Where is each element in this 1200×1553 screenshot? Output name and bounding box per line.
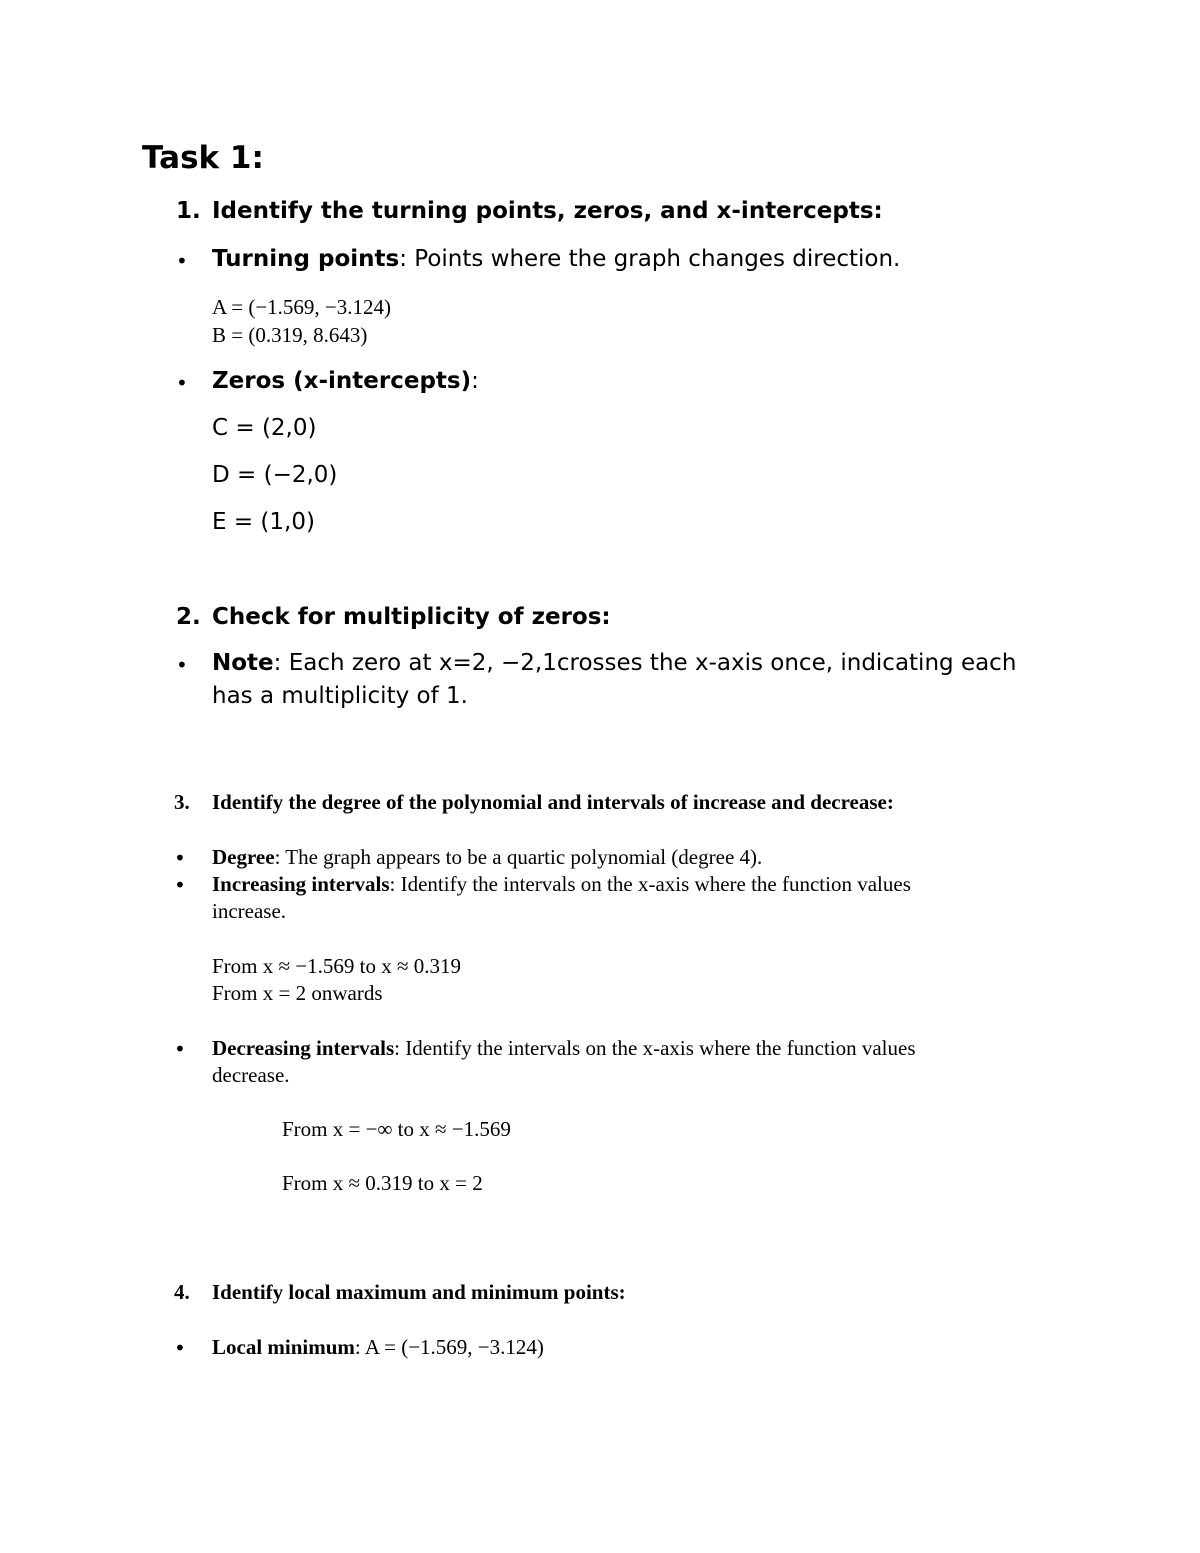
turning-points-label: Turning points [212, 246, 400, 272]
section-4-number: 4. [174, 1280, 190, 1304]
decreasing-range-2: From x ≈ 0.319 to x = 2 [282, 1171, 483, 1195]
decreasing-item [212, 1036, 916, 1061]
section-2-heading: Check for multiplicity of zeros: [212, 604, 611, 630]
zeros-text: : [471, 368, 479, 394]
increasing-label: Increasing intervals [212, 872, 390, 896]
note-label: Note [212, 650, 274, 676]
bullet-icon: • [174, 873, 186, 897]
bullet-icon: • [174, 1037, 186, 1061]
decreasing-range-1: From x = −∞ to x ≈ −1.569 [282, 1117, 511, 1141]
degree-item [212, 845, 762, 870]
point-d: D = (−2,0) [212, 462, 338, 488]
section-1-heading: Identify the turning points, zeros, and x-intercepts: [212, 198, 883, 224]
bullet-icon: • [176, 653, 188, 677]
decreasing-text-line2: decrease. [212, 1063, 290, 1087]
zeros-item [212, 368, 479, 394]
point-a: A = (−1.569, −3.124) [212, 295, 392, 319]
increasing-text-line2: increase. [212, 899, 287, 923]
degree-label: Degree [212, 845, 275, 869]
local-minimum-label: Local minimum [212, 1335, 355, 1359]
local-minimum-item [212, 1335, 544, 1360]
point-b: B = (0.319, 8.643) [212, 323, 368, 347]
section-4-heading: Identify local maximum and minimum points: [212, 1280, 626, 1304]
section-3-number: 3. [174, 790, 190, 814]
zeros-label: Zeros (x-intercepts) [212, 368, 472, 394]
bullet-icon: • [174, 846, 186, 870]
increasing-range-2: From x = 2 onwards [212, 981, 383, 1005]
increasing-text: : Identify the intervals on the x-axis where the function values [389, 872, 911, 896]
note-text: : Each zero at x=2, −2,1crosses the x-axis once, indicating each [273, 650, 1017, 676]
section-2-number: 2. [176, 604, 201, 630]
local-minimum-text: : A = (−1.569, −3.124) [354, 1335, 544, 1359]
turning-points-item [212, 246, 900, 272]
point-e: E = (1,0) [212, 509, 315, 535]
section-3-heading: Identify the degree of the polynomial and intervals of increase and decrease: [212, 790, 894, 814]
section-1-number: 1. [176, 198, 201, 224]
note-item [212, 650, 1016, 676]
increasing-item [212, 872, 911, 897]
note-text-line2: has a multiplicity of 1. [212, 683, 468, 709]
point-c: C = (2,0) [212, 415, 317, 441]
degree-text: : The graph appears to be a quartic polynomial (degree 4). [274, 845, 763, 869]
bullet-icon: • [176, 371, 188, 395]
bullet-icon: • [174, 1336, 186, 1360]
turning-points-text: : Points where the graph changes direction. [399, 246, 901, 272]
bullet-icon: • [176, 249, 188, 273]
increasing-range-1: From x ≈ −1.569 to x ≈ 0.319 [212, 954, 461, 978]
decreasing-text: : Identify the intervals on the x-axis where the function values [394, 1036, 916, 1060]
decreasing-label: Decreasing intervals [212, 1036, 395, 1060]
page-title: Task 1: [142, 140, 264, 176]
